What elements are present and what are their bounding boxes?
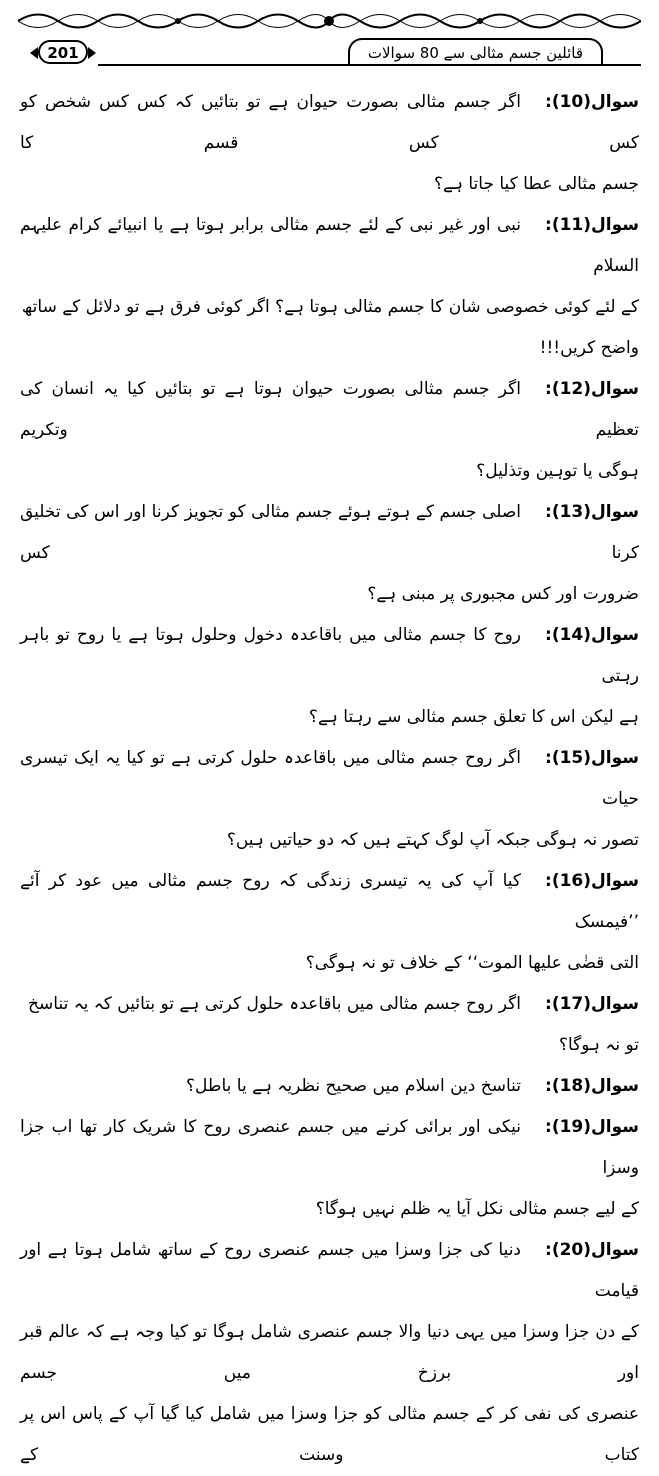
question-16	[20, 861, 639, 984]
question-19	[20, 1107, 639, 1230]
question-line	[20, 738, 639, 820]
question-line	[20, 1107, 639, 1189]
question-text: اگر روح جسم مثالی میں باقاعدہ حلول کرتی ہے تو بتائیں کہ یہ تناسخ تو نہ ہوگا؟	[28, 994, 639, 1055]
question-label: سوال(17):	[545, 994, 639, 1014]
page-number: 201	[47, 44, 79, 62]
question-label: سوال(10):	[545, 92, 639, 112]
question-label: سوال(16):	[545, 871, 639, 891]
question-label: سوال(12):	[545, 379, 639, 399]
question-text: اگر جسم مثالی بصورت حیوان ہے تو بتائیں کہ کس کس شخص کو کس کس قسم کا	[20, 92, 639, 153]
question-label: سوال(14):	[545, 625, 639, 645]
book-title: قائلین جسم مثالی سے 80 سوالات	[348, 38, 603, 66]
question-14	[20, 615, 639, 738]
question-18	[20, 1066, 639, 1107]
question-text: کیا آپ کی یہ تیسری زندگی کہ روح جسم مثالی میں عود کر آئے ’’فیمسک	[20, 871, 639, 932]
left-arrow-icon	[30, 47, 38, 59]
question-10	[20, 82, 639, 205]
question-text-cont: ضرورت اور کس مجبوری پر مبنی ہے؟	[367, 584, 639, 604]
header-ornament	[18, 8, 641, 34]
question-line	[20, 1230, 639, 1312]
page-header	[18, 38, 641, 70]
question-text: تناسخ دین اسلام میں صحیح نظریہ ہے یا باطل؟	[186, 1076, 521, 1096]
question-text-cont: التی قضٰی علیها الموت‘‘ کے خلاف تو نہ ہوگی؟	[305, 953, 639, 973]
question-line	[20, 82, 639, 164]
question-text-cont: کے لئے کوئی خصوصی شان کا جسم مثالی ہوتا ہے؟ اگر کوئی فرق ہے تو دلائل کے ساتھ واضح کریں!!!	[21, 297, 639, 358]
question-20	[20, 1230, 639, 1476]
question-label: سوال(11):	[545, 215, 639, 235]
question-text: روح کا جسم مثالی میں باقاعدہ دخول وحلول ہوتا ہے یا روح تو باہر رہتی	[20, 625, 639, 686]
question-text-cont: کے لیے جسم مثالی نکل آیا یہ ظلم نہیں ہوگا؟	[315, 1199, 639, 1219]
question-text: اصلی جسم کے ہوتے ہوئے جسم مثالی کو تجویز کرنا اور اس کی تخلیق کرنا کس	[20, 502, 639, 563]
question-line	[20, 205, 639, 287]
question-label: سوال(19):	[545, 1117, 639, 1137]
question-line	[20, 492, 639, 574]
question-text: اگر روح جسم مثالی میں باقاعدہ حلول کرتی ہے تو کیا یہ ایک تیسری حیات	[20, 748, 639, 809]
question-label: سوال(18):	[545, 1076, 639, 1096]
question-text: نیکی اور برائی کرنے میں جسم عنصری روح کا شریک کار تھا اب جزا وسزا	[20, 1117, 639, 1178]
question-text-cont: تصور نہ ہوگی جبکہ آپ لوگ کہتے ہیں کہ دو حیاتیں ہیں؟	[226, 830, 639, 850]
question-13	[20, 492, 639, 615]
question-17	[20, 984, 639, 1066]
question-label: سوال(13):	[545, 502, 639, 522]
question-text: دنیا کی جزا وسزا میں جسم عنصری روح کے ساتھ شامل ہوتا ہے اور قیامت	[20, 1240, 639, 1301]
question-text-cont: جسم مثالی عطا کیا جاتا ہے؟	[434, 174, 639, 194]
question-text-cont: کے دن جزا وسزا میں یہی دنیا والا جسم عنصری شامل ہوگا تو کیا وجہ ہے کہ عالم قبر اور برزخ میں جسم	[20, 1322, 639, 1383]
question-line	[20, 369, 639, 451]
question-text: اگر جسم مثالی بصورت حیوان ہوتا ہے تو بتائیں کیا یہ انسان کی تعظیم وتکریم	[20, 379, 639, 440]
question-line	[20, 861, 639, 943]
question-label: سوال(15):	[545, 748, 639, 768]
question-text-cont: ہوگی یا توہین وتذلیل؟	[476, 461, 639, 481]
question-15	[20, 738, 639, 861]
question-11	[20, 205, 639, 369]
question-text-cont: عنصری کی نفی کر کے جسم مثالی کو جزا وسزا میں شامل کیا گیا آپ کے پاس اس پر کتاب وسنت کے	[20, 1404, 639, 1465]
header-rule	[98, 64, 641, 66]
question-line	[20, 984, 639, 1066]
question-text: نبی اور غیر نبی کے لئے جسم مثالی برابر ہوتا ہے یا انبیائے کرام علیہم السلام	[20, 215, 639, 276]
right-arrow-icon	[88, 47, 96, 59]
question-line	[20, 615, 639, 697]
question-label: سوال(20):	[545, 1240, 639, 1260]
page-number-badge	[30, 40, 96, 66]
question-12	[20, 369, 639, 492]
question-text-cont: ہے لیکن اس کا تعلق جسم مثالی سے رہتا ہے؟	[308, 707, 639, 727]
question-line	[20, 1066, 639, 1107]
question-list	[20, 82, 639, 1476]
